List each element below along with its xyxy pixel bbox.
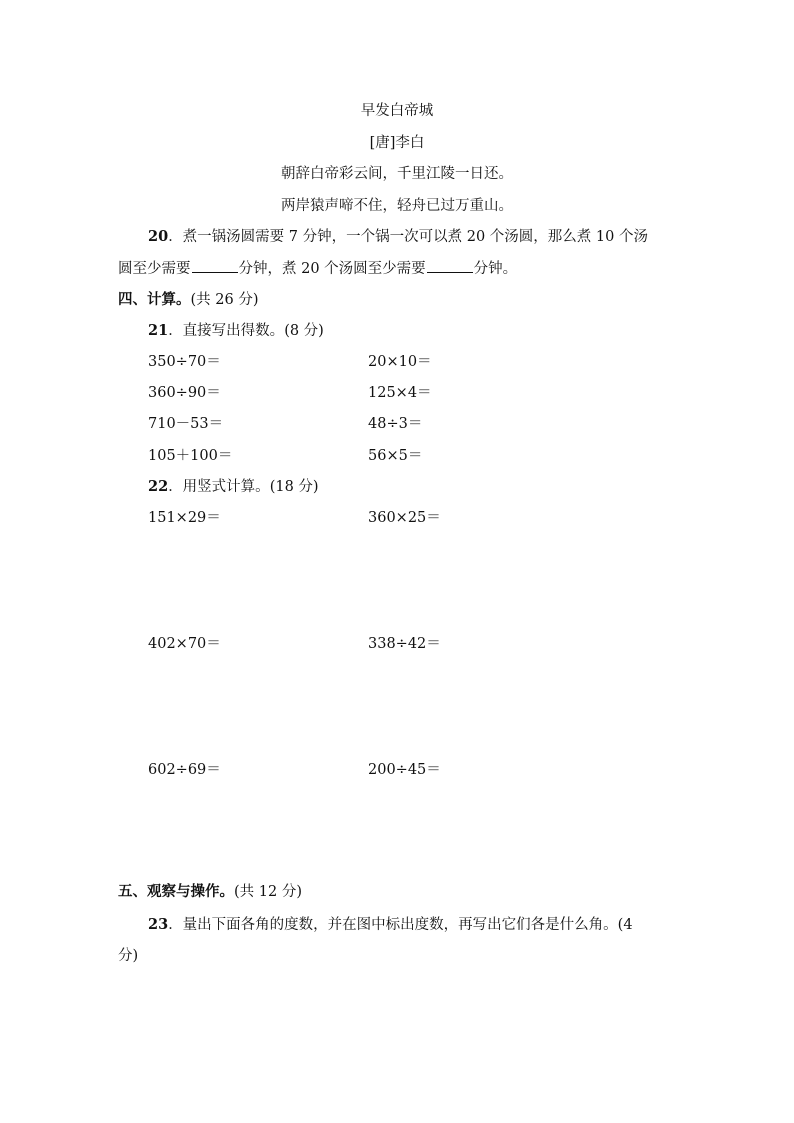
q21-item: 20×10＝ [368, 354, 432, 370]
q23-number: 23 [148, 916, 169, 933]
q20-number: 20 [148, 228, 169, 245]
q21-item: 350÷70＝ [148, 354, 221, 370]
poem-line-1: 朝辞白帝彩云间，千里江陵一日还。 [281, 166, 513, 182]
q22-score: (18 分) [269, 479, 319, 495]
q21-item: 125×4＝ [368, 385, 432, 401]
q21-title: ．直接写出得数。 [168, 323, 285, 339]
q21-item: 105＋100＝ [148, 448, 233, 464]
q21-heading [148, 321, 324, 341]
q20-text-a: ．煮一锅汤圆需要 7 分钟，一个锅一次可以煮 20 个汤圆，那么煮 10 个汤 [168, 229, 648, 245]
section-5-heading [118, 882, 302, 902]
answer-blank-1[interactable] [192, 258, 238, 273]
q22-item: 151×29＝ [148, 510, 221, 526]
q20-text-c: 分钟，煮 20 个汤圆至少需要 [238, 261, 426, 277]
section-5-title: 五、观察与操作。 [118, 883, 234, 900]
q23-line-1 [148, 915, 633, 935]
q22-item: 338÷42＝ [368, 636, 441, 652]
q21-item: 56×5＝ [368, 448, 423, 464]
q22-number: 22 [148, 478, 169, 495]
section-4-title: 四、计算。 [118, 291, 191, 308]
q23-text-a: ．量出下面各角的度数，并在图中标出度数，再写出它们各是什么角。(4 [168, 917, 633, 933]
poem-title: 早发白帝城 [360, 103, 434, 119]
section-5-score: (共 12 分) [234, 884, 302, 900]
section-4-heading [118, 290, 258, 310]
answer-blank-2[interactable] [427, 258, 473, 273]
q20-line-2 [118, 258, 517, 279]
q22-heading [148, 477, 319, 497]
q21-item: 710－53＝ [148, 416, 224, 432]
q21-item: 360÷90＝ [148, 385, 221, 401]
poem-author: [唐]李白 [369, 135, 425, 151]
q20-text-d: 分钟。 [473, 261, 518, 277]
q22-item: 402×70＝ [148, 636, 221, 652]
q22-item: 360×25＝ [368, 510, 441, 526]
q22-item: 602÷69＝ [148, 762, 221, 778]
q22-item: 200÷45＝ [368, 762, 441, 778]
q21-item: 48÷3＝ [368, 416, 423, 432]
q21-number: 21 [148, 322, 169, 339]
q21-score: (8 分) [284, 323, 324, 339]
section-4-score: (共 26 分) [190, 292, 259, 308]
q23-line-2: 分) [118, 948, 139, 964]
q20-line-1 [148, 227, 648, 247]
q20-text-b: 圆至少需要 [118, 261, 191, 277]
poem-line-2: 两岸猿声啼不住，轻舟已过万重山。 [281, 198, 513, 214]
q22-title: ．用竖式计算。 [168, 479, 270, 495]
